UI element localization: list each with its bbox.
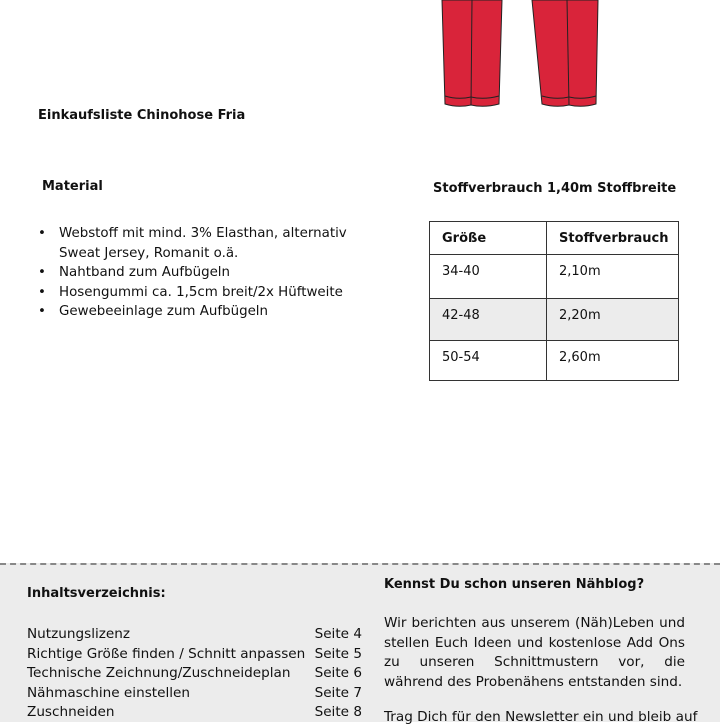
table-cell: 2,10m bbox=[547, 255, 679, 299]
toc-entry[interactable] bbox=[27, 684, 362, 704]
toc-entry-label: Zuschneiden bbox=[27, 704, 115, 721]
toc-entry-label: Nähmaschine einstellen bbox=[27, 684, 190, 701]
list-item: • Nahtband zum Aufbügeln bbox=[38, 263, 368, 283]
list-item: • Hosengummi ca. 1,5cm breit/2x Hüftweite bbox=[38, 283, 368, 303]
table-cell: 2,20m bbox=[547, 299, 679, 341]
table-row bbox=[430, 341, 679, 381]
blog-heading: Kennst Du schon unseren Nähblog? bbox=[384, 577, 645, 592]
toc-entry-page: Seite 4 bbox=[314, 626, 362, 642]
blog-paragraph-2: Trag Dich für den Newsletter ein und bleib auf bbox=[384, 709, 698, 725]
table-row bbox=[430, 255, 679, 299]
list-item: • Gewebeeinlage zum Aufbügeln bbox=[38, 302, 368, 322]
table-cell: 2,60m bbox=[547, 341, 679, 381]
material-heading: Material bbox=[42, 179, 103, 194]
list-item: • Webstoff mit mind. 3% Elasthan, alternativ Sweat Jersey, Romanit o.ä. bbox=[38, 224, 368, 263]
toc-entry-page: Seite 5 bbox=[314, 645, 362, 662]
toc-entry-label: Richtige Größe finden / Schnitt anpassen bbox=[27, 645, 306, 662]
table-row bbox=[430, 299, 679, 341]
table-cell: 42-48 bbox=[430, 299, 547, 341]
toc-entry-label: Technische Zeichnung/Zuschneideplan bbox=[27, 665, 291, 682]
column-header: Stoffverbrauch bbox=[547, 222, 679, 255]
column-header: Größe bbox=[430, 222, 547, 255]
page-title: Einkaufsliste Chinohose Fria bbox=[38, 108, 246, 123]
table-cell: 34-40 bbox=[430, 255, 547, 299]
table-header-row bbox=[430, 222, 679, 255]
right-leg bbox=[532, 0, 598, 106]
table-cell: 50-54 bbox=[430, 341, 547, 381]
toc-entry-label: Nutzungslizenz bbox=[27, 626, 130, 642]
material-list bbox=[38, 224, 368, 322]
toc-entry-page: Seite 7 bbox=[314, 684, 362, 701]
toc-entry[interactable] bbox=[27, 645, 362, 665]
toc-entry-page: Seite 8 bbox=[314, 704, 362, 721]
chinohose-illustration bbox=[440, 0, 602, 110]
fabric-table bbox=[429, 221, 679, 381]
toc-entry-page: Seite 6 bbox=[314, 665, 362, 682]
toc-entry[interactable] bbox=[27, 703, 362, 723]
toc-entry[interactable] bbox=[27, 625, 362, 645]
toc-entry[interactable] bbox=[27, 664, 362, 684]
toc-list bbox=[27, 625, 362, 723]
blog-paragraph: Wir berichten aus unserem (Näh)Leben und stellen Euch Ideen und kostenlose Add Ons zu unseren Schnittmustern vor, die während des Probenähens entstanden sind. bbox=[384, 615, 685, 690]
fabric-heading: Stoffverbrauch 1,40m Stoffbreite bbox=[433, 181, 677, 196]
toc-heading: Inhaltsverzeichnis: bbox=[27, 586, 166, 601]
